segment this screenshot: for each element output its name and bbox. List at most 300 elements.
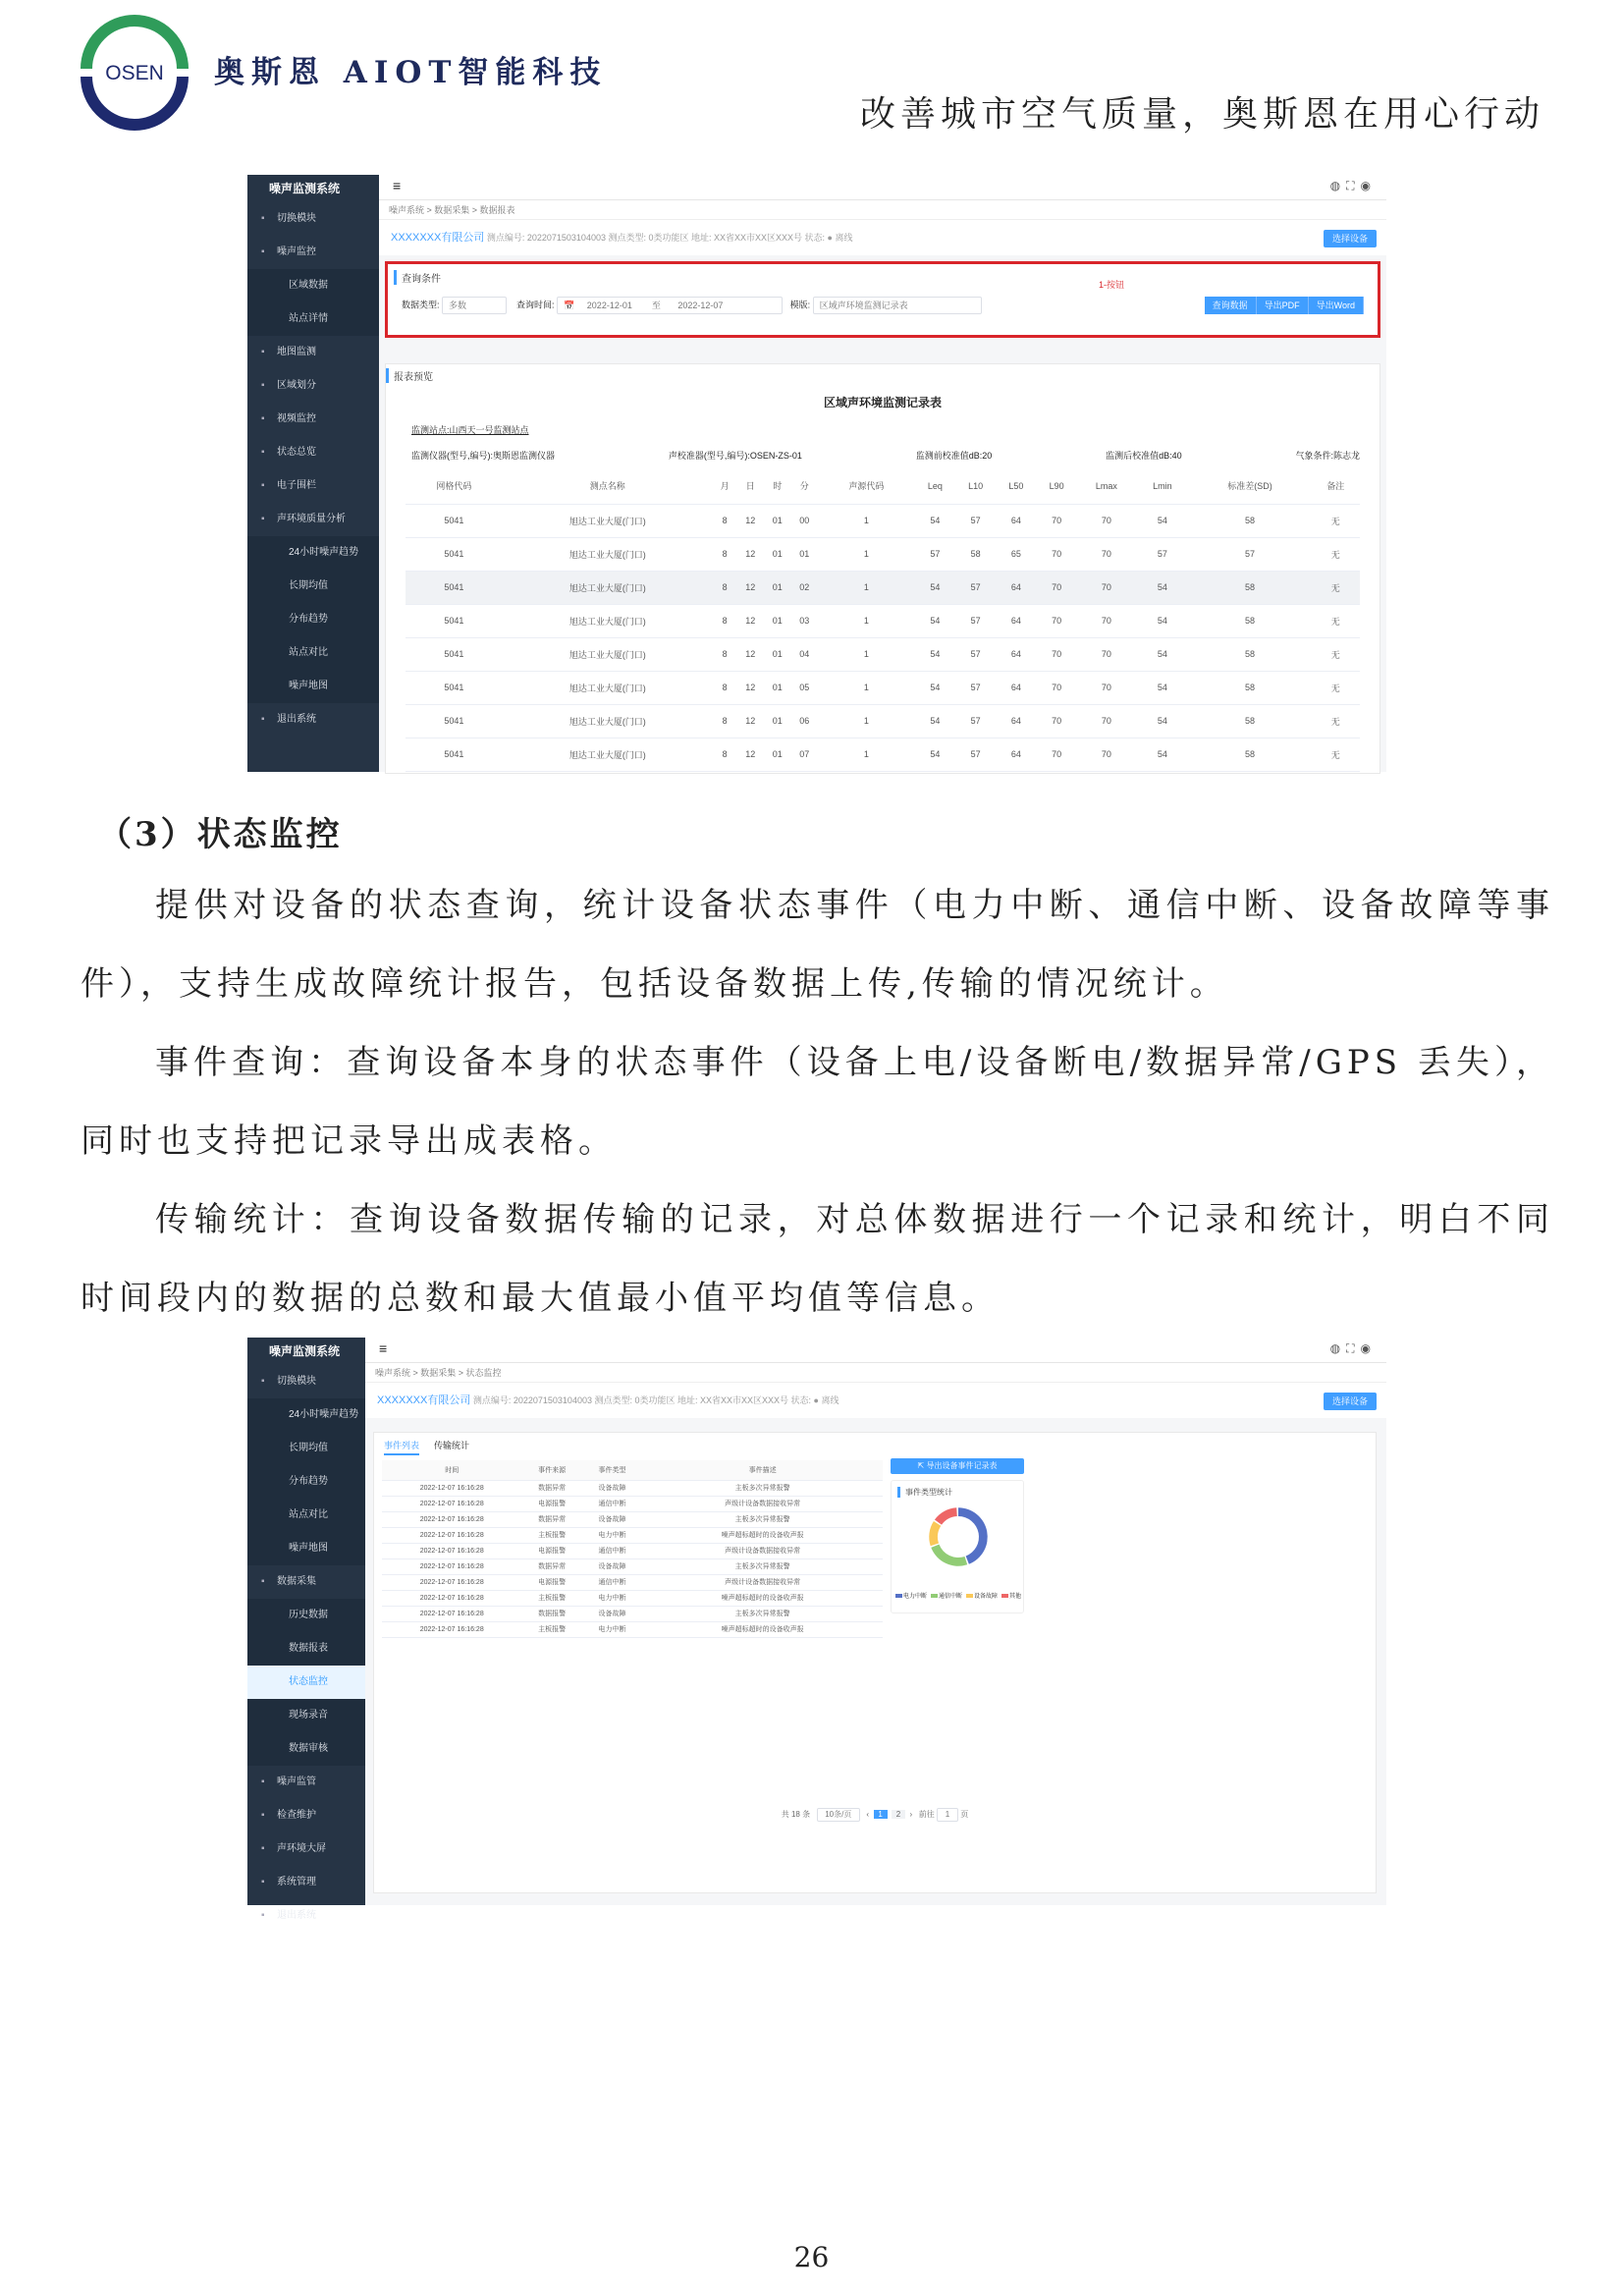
table-cell: 01 [790,537,817,571]
table-cell: 2022-12-07 16:16:28 [382,1527,521,1543]
sidebar-item[interactable] [247,1398,365,1432]
query-panel [385,261,1380,338]
table-cell: 8 [713,704,737,738]
table-cell: 70 [1077,671,1136,704]
table-cell: 设备故障 [582,1480,642,1496]
menu-icon[interactable]: ≡ [393,178,402,193]
page-size-select[interactable]: 10条/页 [817,1808,860,1822]
column-header: 时 [764,468,790,504]
sidebar-item[interactable] [247,1699,365,1732]
table-cell: 噪声超标超时的设备收声报 [642,1590,883,1606]
status-badge: ● 离线 [813,1395,839,1405]
legend-label: 其他 [1008,1594,1021,1600]
table-cell: 旭达工业大厦(门口) [503,504,713,537]
sidebar-item[interactable] [247,1599,365,1632]
sidebar-item-label: 噪声监管 [277,1777,316,1787]
sidebar-item[interactable] [247,1365,365,1398]
table-row [382,1606,883,1621]
table-cell: 64 [996,704,1036,738]
sidebar-item[interactable] [247,570,379,603]
report-title: 报表预览 [386,368,433,383]
sidebar-item-label: 退出系统 [277,1910,316,1921]
site-bar [379,220,1386,255]
goto-label: 前往 [918,1810,935,1820]
table-cell: 设备故障 [582,1558,642,1574]
site-name: XXXXXXX有限公司 [391,232,485,244]
donut-slice-其他 [935,1507,957,1524]
table-cell: 54 [1136,671,1189,704]
query-button[interactable]: 查询数据 [1205,297,1257,314]
sidebar-item-label: 区域划分 [277,380,316,391]
table-cell: 01 [764,537,790,571]
column-header: 声源代码 [818,468,915,504]
table-cell: 2022-12-07 16:16:28 [382,1590,521,1606]
table-cell: 8 [713,537,737,571]
table-cell: 64 [996,604,1036,637]
tab-transmission[interactable]: 传输统计 [434,1441,470,1450]
sidebar-item-label: 分布趋势 [289,1476,328,1487]
sidebar-item[interactable] [247,1432,365,1465]
table-cell: 57 [955,671,996,704]
table-cell: 旭达工业大厦(门口) [503,704,713,738]
sidebar-item-label: 24小时噪声趋势 [289,1409,359,1420]
table-cell: 70 [1077,738,1136,771]
query-title: 查询条件 [394,270,441,285]
tab-events[interactable]: 事件列表 [384,1441,419,1455]
donut-slice-通信中断 [931,1545,967,1566]
menu-icon[interactable]: ≡ [379,1340,388,1356]
table-cell: 2022-12-07 16:16:28 [382,1543,521,1558]
sidebar-item[interactable] [247,202,379,236]
table-cell: 通信中断 [582,1496,642,1511]
table-cell: 主板多次异常报警 [642,1558,883,1574]
sidebar-item[interactable] [247,302,379,336]
sidebar-item[interactable] [247,603,379,636]
table-cell: 1 [818,571,915,604]
table-cell: 1 [818,671,915,704]
sidebar-item-label: 状态监控 [289,1676,328,1687]
sidebar-item[interactable] [247,236,379,269]
table-cell: 54 [915,637,955,671]
osen-logo [77,18,192,128]
legend-label: 设备故障 [973,1594,998,1600]
table-cell: 70 [1036,504,1076,537]
table-cell: 5041 [406,738,503,771]
donut-slice-设备故障 [929,1521,941,1546]
table-cell: 2022-12-07 16:16:28 [382,1480,521,1496]
sidebar-item-label: 站点详情 [289,313,328,324]
table-cell: 01 [764,671,790,704]
sidebar-item-label: 历史数据 [289,1610,328,1620]
table-cell: 64 [996,637,1036,671]
table-cell: 54 [1136,637,1189,671]
menu-item-icon: ▪ [261,1576,265,1587]
table-row [382,1558,883,1574]
page-2[interactable]: 2 [892,1810,905,1819]
table-cell: 12 [737,671,764,704]
table-cell: 5041 [406,671,503,704]
table-cell: 2022-12-07 16:16:28 [382,1574,521,1590]
sidebar-item[interactable] [247,1799,365,1832]
table-cell: 设备故障 [582,1511,642,1527]
table-cell: 电源报警 [521,1574,581,1590]
column-header: Leq [915,468,955,504]
report-heading: 区域声环境监测记录表 [823,396,942,410]
table-cell: 02 [790,571,817,604]
table-cell: 57 [955,504,996,537]
table-cell: 58 [955,537,996,571]
menu-item-icon: ▪ [261,413,265,424]
table-cell: 通信中断 [582,1574,642,1590]
legend-swatch [931,1594,938,1598]
column-header: L10 [955,468,996,504]
table-cell: 电力中断 [582,1590,642,1606]
table-cell: 2022-12-07 16:16:28 [382,1511,521,1527]
legend-swatch [1001,1594,1008,1598]
table-cell: 57 [915,537,955,571]
menu-item-icon: ▪ [261,1376,265,1387]
page-jump-input[interactable]: 1 [937,1808,958,1822]
table-cell: 05 [790,671,817,704]
table-cell: 8 [713,671,737,704]
menu-item-icon: ▪ [261,1910,265,1921]
template-label: 模版: [789,300,811,310]
table-cell: 旭达工业大厦(门口) [503,537,713,571]
table-cell: 70 [1036,671,1076,704]
breadcrumb: 噪声系统 > 数据采集 > 状态监控 [365,1363,1386,1383]
page-number: 26 [793,2241,830,2273]
legend-swatch [895,1594,902,1598]
date-range-input[interactable]: 📅 2022-12-01 至 2022-12-07 [557,297,783,314]
table-cell: 无 [1311,704,1360,738]
menu-item-icon: ▪ [261,447,265,458]
table-cell: 01 [764,571,790,604]
data-type-label: 数据类型: [402,300,440,310]
table-cell: 70 [1077,504,1136,537]
table-cell: 2022-12-07 16:16:28 [382,1496,521,1511]
menu-item-icon: ▪ [261,246,265,257]
sidebar-item[interactable] [247,1499,365,1532]
sidebar-item-label: 视频监控 [277,413,316,424]
stats-card [891,1480,1024,1613]
sidebar-item[interactable] [247,469,379,503]
meta-field: 声校准器(型号,编号):OSEN-ZS-01 [668,451,802,461]
table-row [382,1527,883,1543]
sidebar-item-label: 切换模块 [277,213,316,224]
sidebar-item-label: 现场录音 [289,1710,328,1721]
sidebar-item[interactable] [247,1666,365,1699]
table-cell: 1 [818,738,915,771]
menu-item-icon: ▪ [261,1777,265,1787]
breadcrumb: 噪声系统 > 数据采集 > 数据报表 [379,200,1386,220]
topbar-icons[interactable]: ◍⛶◉ [1329,1341,1377,1355]
annotation: 1-按钮 [1098,280,1124,290]
export-word-button[interactable]: 导出Word [1309,297,1364,314]
sidebar-item-label: 噪声地图 [289,681,328,691]
table-cell: 通信中断 [582,1543,642,1558]
table-row [406,571,1360,604]
table-cell: 电力中断 [582,1621,642,1637]
table-cell: 5041 [406,604,503,637]
sidebar-item[interactable] [247,536,379,570]
table-cell: 58 [1189,738,1312,771]
sidebar-item[interactable] [247,1766,365,1799]
table-cell: 2022-12-07 16:16:28 [382,1621,521,1637]
table-row [382,1621,883,1637]
table-cell: 58 [1189,504,1312,537]
table-cell: 12 [737,704,764,738]
site-line: 监测站点:山西天一号监测站点 [411,425,529,435]
table-row [382,1543,883,1558]
table-row [406,604,1360,637]
table-cell: 电源报警 [521,1543,581,1558]
table-cell: 54 [1136,738,1189,771]
event-type-donut [924,1503,993,1571]
sidebar-item[interactable] [247,670,379,703]
table-row [406,504,1360,537]
table-cell: 70 [1077,704,1136,738]
table-cell: 12 [737,571,764,604]
table-cell: 电源报警 [521,1496,581,1511]
table-cell: 70 [1077,604,1136,637]
export-events-button[interactable]: ⇱ 导出设备事件记录表 [891,1458,1024,1474]
table-cell: 54 [915,671,955,704]
table-cell: 57 [955,637,996,671]
sidebar-item[interactable] [247,636,379,670]
column-header: L50 [996,468,1036,504]
menu-item-icon: ▪ [261,347,265,357]
table-cell: 57 [955,604,996,637]
section-heading: （3）状态监控 [98,815,343,854]
column-header: 日 [737,468,764,504]
meta-field: 气象条件:陈志龙 [1295,451,1360,461]
sidebar-item-label: 区域数据 [289,280,328,291]
menu-item-icon: ▪ [261,1843,265,1854]
table-cell: 70 [1036,637,1076,671]
table-cell: 54 [915,571,955,604]
table-cell: 无 [1311,604,1360,637]
select-device-button[interactable]: 选择设备 [1324,230,1377,247]
app-title: 噪声监测系统 [269,1344,341,1358]
table-cell: 57 [1189,537,1312,571]
para-3: 传输统计：查询设备数据传输的记录，对总体数据进行一个记录和统计，明白不同时间段内的数据的总数和最大值最小值平均值等信息。 [81,1200,1554,1318]
table-cell: 70 [1036,571,1076,604]
select-device-button[interactable]: 选择设备 [1324,1393,1377,1410]
sidebar-item[interactable] [247,1832,365,1866]
sidebar-item-label: 24小时噪声趋势 [289,547,359,558]
menu-item-icon: ▪ [261,1877,265,1887]
screenshot-status [247,1338,1386,1921]
table-row [406,671,1360,704]
site-name: XXXXXXX有限公司 [377,1394,471,1406]
table-cell: 5041 [406,537,503,571]
main-area [365,1338,1386,1905]
sidebar-item[interactable] [247,1532,365,1565]
sidebar-item[interactable] [247,336,379,369]
table-cell: 声级计设备数据接收异常 [642,1574,883,1590]
sidebar-item[interactable] [247,403,379,436]
sidebar-item-label: 数据采集 [277,1576,316,1587]
menu-item-icon: ▪ [261,480,265,491]
table-cell: 70 [1077,537,1136,571]
sidebar-item[interactable] [247,1866,365,1899]
sidebar-item-label: 噪声监控 [277,246,316,257]
table-cell: 54 [915,704,955,738]
sidebar-item-label: 切换模块 [277,1376,316,1387]
table-cell: 旭达工业大厦(门口) [503,637,713,671]
table-cell: 无 [1311,738,1360,771]
sidebar-item-label: 噪声地图 [289,1543,328,1554]
sidebar-item[interactable] [247,1565,365,1599]
table-cell: 噪声超标超时的设备收声报 [642,1527,883,1543]
legend-item [895,1591,927,1600]
pagination [374,1808,1376,1822]
event-table [382,1460,883,1638]
table-cell: 电力中断 [582,1527,642,1543]
sidebar-item[interactable] [247,1632,365,1666]
sidebar-item-label: 长期均值 [289,1443,328,1453]
table-cell: 主板多次异常报警 [642,1606,883,1621]
table-cell: 12 [737,504,764,537]
export-pdf-button[interactable]: 导出PDF [1257,297,1309,314]
page-1[interactable]: 1 [874,1810,888,1819]
table-cell: 声级计设备数据接收异常 [642,1543,883,1558]
report-panel [385,363,1380,774]
sidebar-item[interactable] [247,369,379,403]
table-cell: 00 [790,504,817,537]
sidebar-item-label: 系统管理 [277,1877,316,1887]
sidebar-item[interactable] [247,1899,365,1933]
table-cell: 58 [1189,671,1312,704]
stats-title: 事件类型统计 [897,1487,952,1498]
sidebar-item-label: 站点对比 [289,1509,328,1520]
table-cell: 设备故障 [582,1606,642,1621]
sidebar-item-label: 分布趋势 [289,614,328,625]
table-cell: 12 [737,738,764,771]
sidebar-item[interactable] [247,703,379,737]
table-cell: 01 [764,504,790,537]
table-cell: 54 [1136,704,1189,738]
sidebar-item-label: 数据审核 [289,1743,328,1754]
table-cell: 2022-12-07 16:16:28 [382,1558,521,1574]
topbar-icons[interactable]: ◍⛶◉ [1329,179,1377,192]
menu-item-icon: ▪ [261,380,265,391]
site-bar [365,1383,1386,1418]
table-cell: 12 [737,637,764,671]
site-info: 测点编号: 20220715031040​03 测点类型: 0类功能区 地址: XX省XX市XX区XXX号 状态: [486,233,825,243]
sidebar-item[interactable] [247,503,379,536]
table-cell: 数据异常 [521,1558,581,1574]
table-cell: 主板报警 [521,1621,581,1637]
column-header: 事件来源 [521,1460,581,1480]
legend-item [1001,1591,1021,1600]
table-cell: 70 [1077,571,1136,604]
column-header: 分 [790,468,817,504]
table-cell: 12 [737,537,764,571]
prev-page-icon[interactable]: ‹ [866,1810,870,1820]
para-2: 事件查询：查询设备本身的状态事件（设备上电/设备断电/数据异常/GPS 丢失），同时也支持把记录导出成表格。 [81,1043,1554,1161]
table-row [406,537,1360,571]
table-cell: 57 [1136,537,1189,571]
table-cell: 声级计设备数据接收异常 [642,1496,883,1511]
table-cell: 旭达工业大厦(门口) [503,671,713,704]
legend-label: 通信中断 [938,1594,962,1600]
table-cell: 64 [996,571,1036,604]
table-cell: 58 [1189,704,1312,738]
table-cell: 54 [915,504,955,537]
slogan: 改善城市空气质量，奥斯恩在用心行动 [859,94,1544,135]
table-row [382,1480,883,1496]
sidebar-item[interactable] [247,269,379,302]
table-cell: 8 [713,604,737,637]
column-header: Lmax [1077,468,1136,504]
table-cell: 1 [818,704,915,738]
column-header: 测点名称 [503,468,713,504]
table-cell: 2022-12-07 16:16:28 [382,1606,521,1621]
table-cell: 57 [955,738,996,771]
table-row [406,704,1360,738]
template-select[interactable]: 区域声环境监测记录表 [813,297,982,314]
sidebar-item[interactable] [247,436,379,469]
sidebar-item-label: 电子围栏 [277,480,316,491]
column-header: 网格代码 [406,468,503,504]
next-page-icon[interactable]: › [909,1810,913,1820]
table-cell: 58 [1189,637,1312,671]
table-cell: 65 [996,537,1036,571]
table-cell: 无 [1311,537,1360,571]
data-type-select[interactable]: 多数 [442,297,507,314]
table-cell: 旭达工业大厦(门口) [503,571,713,604]
table-cell: 01 [764,604,790,637]
sidebar-item-label: 站点对比 [289,647,328,658]
legend-swatch [966,1594,973,1598]
table-cell: 数据异常 [521,1511,581,1527]
table-cell: 01 [764,704,790,738]
table-cell: 54 [1136,604,1189,637]
svg-text:OSEN: OSEN [105,62,164,84]
column-header: Lmin [1136,468,1189,504]
table-cell: 旭达工业大厦(门口) [503,604,713,637]
table-cell: 70 [1036,704,1076,738]
table-cell: 64 [996,504,1036,537]
topbar [365,1338,1386,1363]
table-cell: 旭达工业大厦(门口) [503,738,713,771]
table-cell: 8 [713,738,737,771]
sidebar-item[interactable] [247,1732,365,1766]
column-header: 备注 [1311,468,1360,504]
table-cell: 8 [713,571,737,604]
column-header: 月 [713,468,737,504]
table-cell: 数据报警 [521,1606,581,1621]
table-cell: 主板报警 [521,1527,581,1543]
table-cell: 06 [790,704,817,738]
menu-item-icon: ▪ [261,213,265,224]
table-cell: 70 [1077,637,1136,671]
sidebar-item-label: 声环境质量分析 [277,514,346,524]
sidebar-item[interactable] [247,1465,365,1499]
column-header: L90 [1036,468,1076,504]
table-row [382,1496,883,1511]
meta-field: 监测仪器(型号,编号):奥斯恩监测仪器 [411,451,555,461]
table-cell: 主板报警 [521,1590,581,1606]
table-cell: 无 [1311,571,1360,604]
table-cell: 5041 [406,504,503,537]
main-area [379,175,1386,772]
meta-field: 监测后校准值dB:40 [1106,451,1182,461]
table-cell: 无 [1311,504,1360,537]
table-cell: 64 [996,738,1036,771]
column-header: 事件描述 [642,1460,883,1480]
